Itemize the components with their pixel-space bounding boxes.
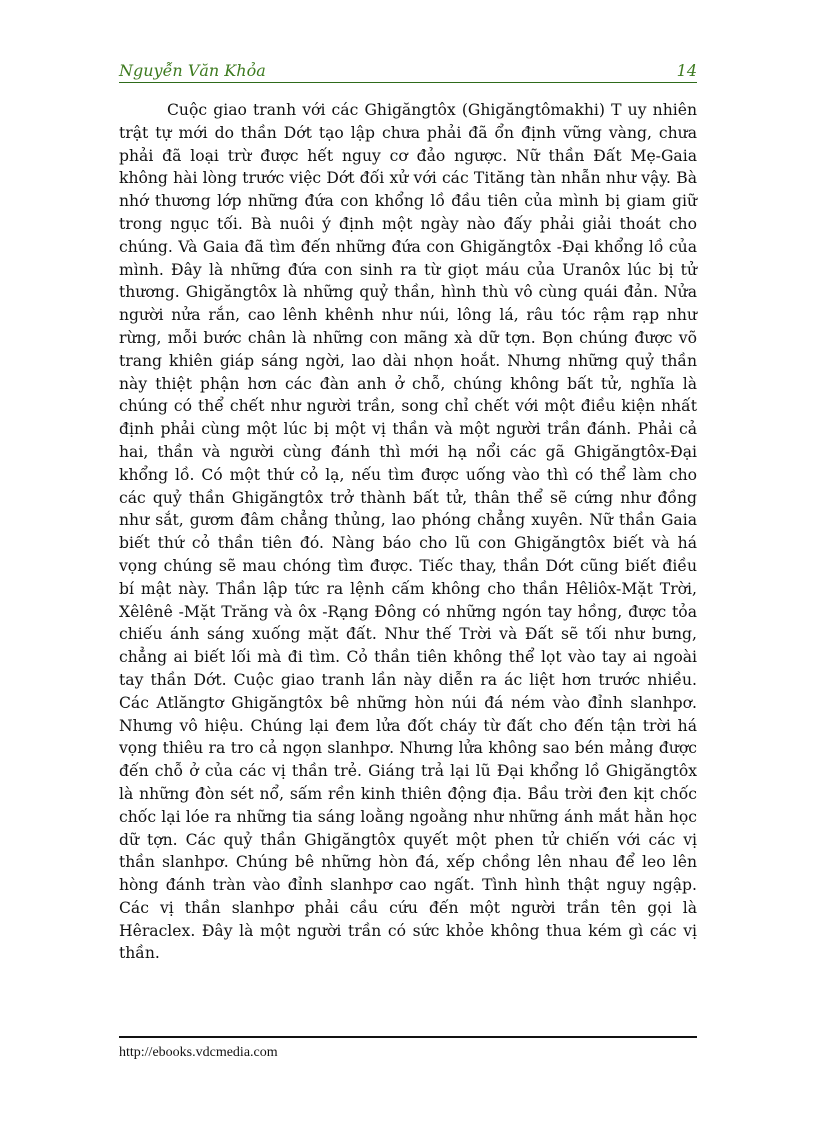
header-author: Nguyễn Văn Khỏa [119,61,266,80]
page-header [119,62,697,83]
footer-url-link[interactable]: http://ebooks.vdcmedia.com [119,1045,278,1060]
page-footer [119,1036,697,1061]
body-paragraph: Cuộc giao tranh với các Ghigăngtôx (Ghigăngtômakhi) T uy nhiên trật tự mới do thần Dớt tạo lập chưa phải đã ổn định vững vàng, chưa phải đã loại trừ được hết nguy cơ đảo ngược. Nữ thần Đất Mẹ-Gaia không hài lòng trước việc Dớt đối xử với các Tităng tàn nhẫn như vậy. Bà nhớ thương lớp những đứa con khổng lồ đầu tiên của mình bị giam giữ trong ngục tối. Bà nuôi ý định một ngày nào đấy phải giải thoát cho chúng. Và Gaia đã tìm đến những đứa con Ghigăngtôx -Đại khổng lồ của mình. Đây là những đứa con sinh ra từ giọt máu của Uranôx lúc bị tử thương. Ghigăngtôx là những quỷ thần, hình thù vô cùng quái đản. Nửa người nửa rắn, cao lênh khênh như núi, lông lá, râu tóc rậm rạp như rừng, mỗi bước chân là những con mãng xà dữ tợn. Bọn chúng được võ trang khiên giáp sáng ngời, lao dài nhọn hoắt. Nhưng những quỷ thần này thiệt phận hơn các đàn anh ở chỗ, chúng không bất tử, nghĩa là chúng có thể chết như người trần, song chỉ chết với một điều kiện nhất định phải cùng một lúc bị một vị thần và một người trần đánh. Phải cả hai, thần và người cùng đánh thì mới hạ nổi các gã Ghigăngtôx-Đại khổng lồ. Có một thứ cỏ lạ, nếu tìm được uống vào thì có thể làm cho các quỷ thần Ghigăngtôx trở thành bất tử, thân thể sẽ cứng như đồng như sắt, gươm đâm chẳng thủng, lao phóng chẳng xuyên. Nữ thần Gaia biết thứ cỏ thần tiên đó. Nàng báo cho lũ con Ghigăngtôx biết và há vọng chúng sẽ mau chóng tìm được. Tiếc thay, thần Dớt cũng biết điều bí mật này. Thần lập tức ra lệnh cấm không cho thần Hêliôx-Mặt Trời, Xêlênê -Mặt Trăng và ôx -Rạng Đông có những ngón tay hồng, được tỏa chiếu ánh sáng xuống mặt đất. Như thế Trời và Đất sẽ tối như bưng, chẳng ai biết lối mà đi tìm. Cỏ thần tiên không thể lọt vào tay ai ngoài tay thần Dớt. Cuộc giao tranh lần này diễn ra ác liệt hơn trước nhiều. Các Atlăngtơ Ghigăngtôx bê những hòn núi đá ném vào đỉnh slanhpơ. Nhưng vô hiệu. Chúng lại đem lửa đốt cháy từ đất cho đến tận trời há vọng thiêu ra tro cả ngọn slanhpơ. Nhưng lửa không sao bén mảng được đến chỗ ở của các vị thần trẻ. Giáng trả lại lũ Đại khổng lồ Ghigăngtôx là những đòn sét nổ, sấm rền kinh thiên động địa. Bầu trời đen kịt chốc chốc lại lóe ra những tia sáng loằng ngoằng như những ánh mắt hằn học dữ tợn. Các quỷ thần Ghigăngtôx quyết một phen tử chiến với các vị thần slanhpơ. Chúng bê những hòn đá, xếp chồng lên nhau để leo lên hòng đánh tràn vào đỉnh slanhpơ cao ngất. Tình hình thật nguy ngập. Các vị thần slanhpơ phải cầu cứu đến một người trần tên gọi là Hêraclex. Đây là một người trần có sức khỏe không thua kém gì các vị thần. [119,101,697,963]
page-number: 14 [676,61,697,80]
